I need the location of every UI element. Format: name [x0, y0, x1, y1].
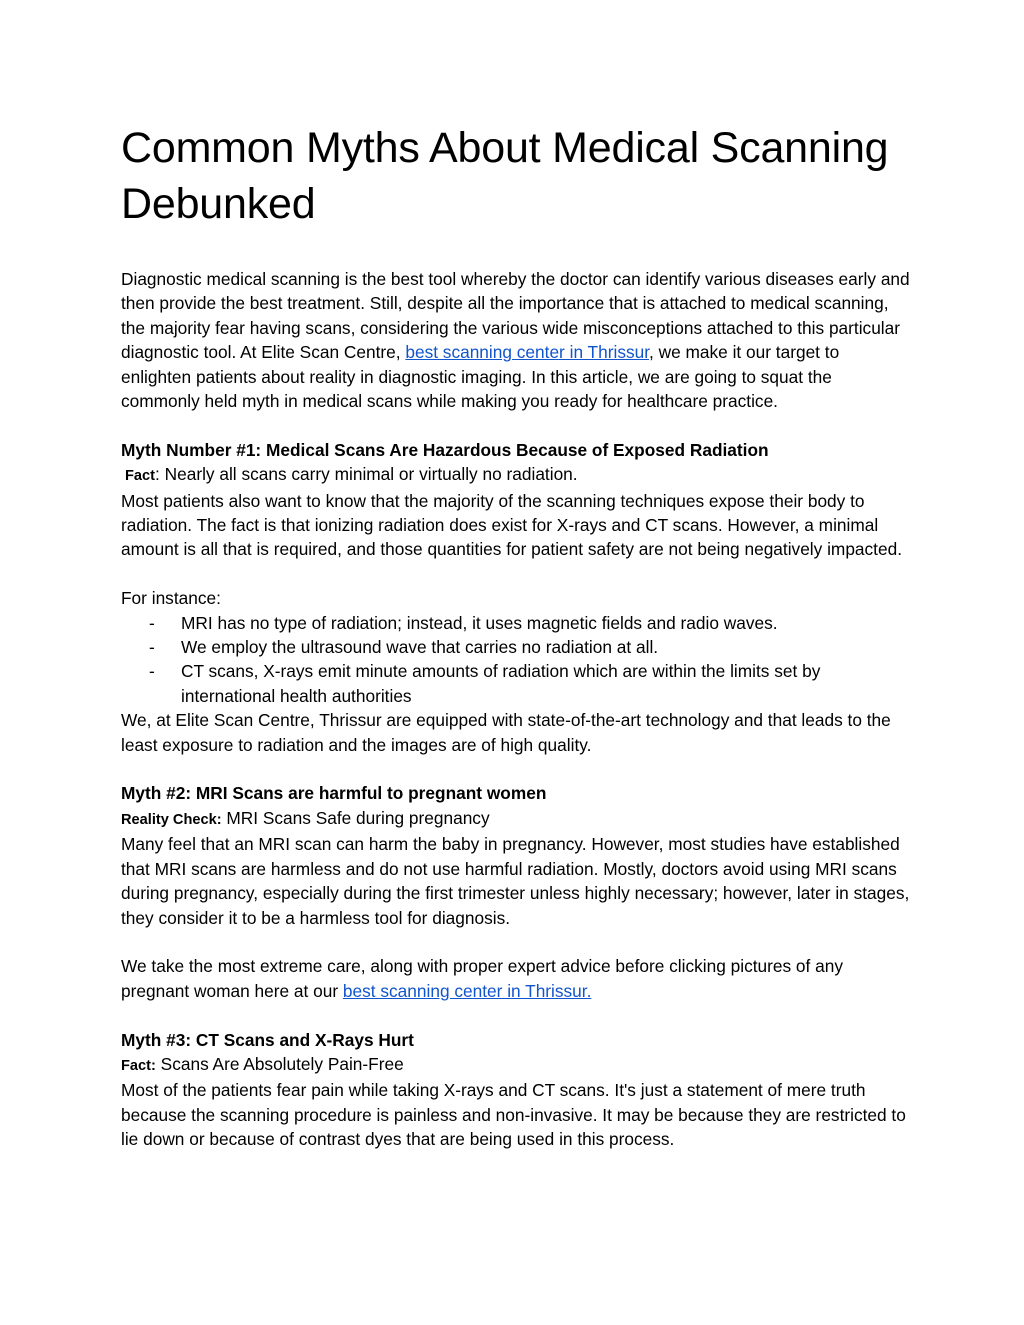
myth2-fact-text: MRI Scans Safe during pregnancy	[221, 807, 490, 828]
myth1-fact-text: : Nearly all scans carry minimal or virtually no radiation.	[155, 464, 578, 485]
myth1-instance-intro: For instance:	[121, 588, 221, 609]
myth3-heading: Myth #3: CT Scans and X-Rays Hurt	[121, 1029, 414, 1050]
myth2-fact-label: Reality Check:	[121, 811, 222, 828]
dash-marker: -	[149, 637, 155, 658]
myth2-heading: Myth #2: MRI Scans are harmful to pregnant women	[121, 783, 547, 804]
spacer	[121, 1003, 911, 1027]
dash-marker: -	[149, 612, 155, 633]
myth3-body: Most of the patients fear pain while taking X-rays and CT scans. It's just a statement of mere truth because the scanning procedure is painless and non-invasive. It may be because they are restricted to lie down or because of contrast dyes that are being used in this process.	[121, 1080, 906, 1150]
myth1-body: Most patients also want to know that the majority of the scanning techniques expose their body to radiation. The fact is that ionizing radiation does exist for X-rays and CT scans. However, a minimal amount is all that is required, and those quantities for patient safety are not being negatively impacted.	[121, 490, 903, 560]
page-title: Common Myths About Medical Scanning Debunked	[121, 124, 889, 228]
spacer	[121, 562, 911, 586]
myth2-care-text: We take the most extreme care, along with proper expert advice before clicking pictures of any pregnant woman here at our	[121, 956, 844, 1001]
intro-paragraph	[121, 267, 911, 413]
dash-marker: -	[149, 661, 155, 682]
myth1-closing: We, at Elite Scan Centre, Thrissur are equipped with state-of-the-art technology and that leads to the least exposure to radiation and the images are of high quality.	[121, 710, 891, 755]
spacer	[121, 757, 911, 781]
myth2-body: Many feel that an MRI scan can harm the baby in pregnancy. However, most studies have established that MRI scans are harmless and do not use harmful radiation. Mostly, doctors avoid using MRI scans during pregnancy, especially during the first trimester unless highly necessary; however, later in stages, they consider it to be a harmless tool for diagnosis.	[121, 834, 910, 928]
intro-link[interactable]: best scanning center in Thrissur	[405, 342, 650, 363]
myth1-fact-label: Fact	[125, 468, 156, 485]
list-item-text: MRI has no type of radiation; instead, it uses magnetic fields and radio waves.	[181, 612, 778, 633]
list-item	[121, 635, 911, 659]
myth1-heading: Myth Number #1: Medical Scans Are Hazardous Because of Exposed Radiation	[121, 439, 769, 460]
myth3-fact-label: Fact:	[121, 1057, 156, 1074]
intro-text-before-link: Diagnostic medical scanning is the best tool whereby the doctor can identify various diseases early and then provide the best treatment. Still, despite all the importance that is attached to medical scanning, the majority fear having scans, considering the various wide misconceptions attached to this particular diagnostic tool. At Elite Scan Centre,	[121, 269, 910, 363]
myth1-list	[121, 611, 911, 709]
spacer	[121, 413, 911, 437]
myth2-care-paragraph	[121, 954, 911, 1003]
intro-text-after-link: , we make it our target to enlighten patients about reality in diagnostic imaging. In this article, we are going to squat the commonly held myth in medical scans while making you ready for healthcare practice.	[121, 342, 840, 412]
myth2-care-link[interactable]: best scanning center in Thrissur.	[342, 980, 592, 1001]
myth2-fact	[121, 806, 911, 832]
list-item	[121, 611, 911, 635]
document-page	[121, 120, 911, 1152]
list-item-text: We employ the ultrasound wave that carries no radiation at all.	[181, 637, 659, 658]
list-item	[121, 659, 911, 708]
spacer	[121, 930, 911, 954]
myth1-fact	[121, 462, 911, 488]
list-item-text: CT scans, X-rays emit minute amounts of radiation which are within the limits set by international health authorities	[181, 661, 821, 706]
myth3-fact	[121, 1052, 911, 1078]
myth3-fact-text: Scans Are Absolutely Pain-Free	[155, 1053, 404, 1074]
